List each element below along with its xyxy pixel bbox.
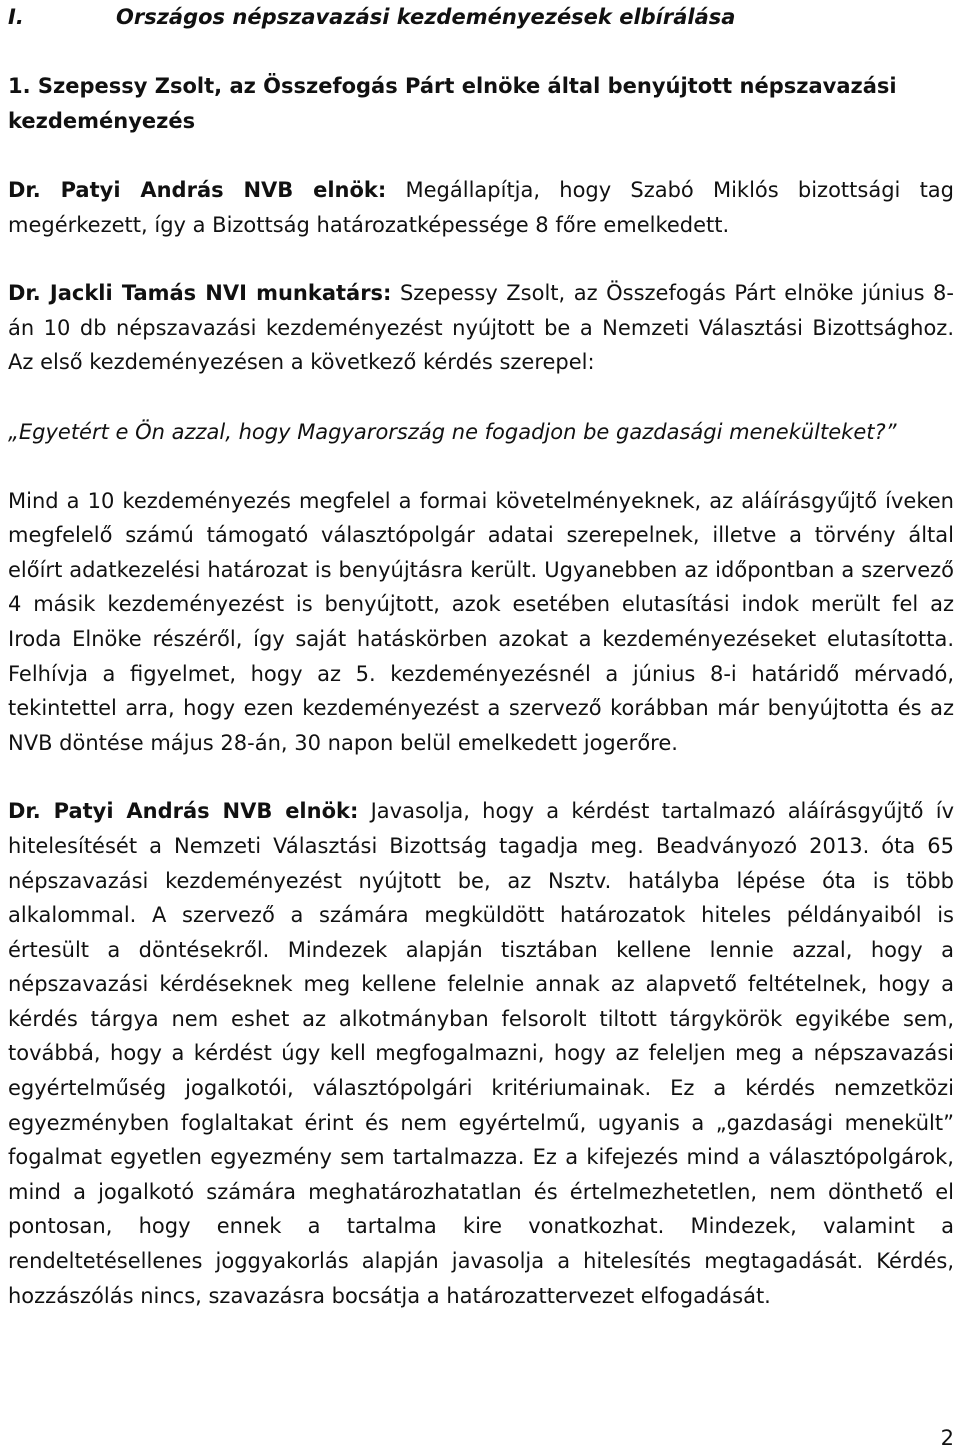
paragraph-text: Javasolja, hogy a kérdést tartalmazó aláírásgyűjtő ív hitelesítését a Nemzeti Választási Bizottság tagadja meg. Beadványozó 2013. óta 65 népszavazási kezdeményezést nyújtott be, az Nsztv. hatályba lépése óta is több alkalommal. A szervező a számára megküldött határozatok hiteles példányaiból is értesült a döntésekről. Mindezek alapján tisztában kellene lennie azzal, hogy a népszavazási kérdéseknek meg kellene felelnie annak az alapvető feltételnek, hogy a kérdés tárgya nem eshet az alkotmányban felsorolt tiltott tárgykörök egyikébe sem, továbbá, hogy a kérdést úgy kell megfogalmazni, hogy az feleljen meg a népszavazási egyértelműség jogalkotói, választópolgári kritériumainak. Ez a kérdés nemzetközi egyezményben foglaltakat érint és nem egyértelmű, ugyanis a „gazdasági menekült” fogalmat egyetlen egyezmény sem tartalmazza. Ez a kifejezés mind a választópolgárok, mind a jogalkotó számára meghatározhatatlan és értelmezhetetlen, nem dönthető el pontosan, hogy ennek a tartalma kire vonatkozhat. Mindezek, valamint a rendeltetésellenes joggyakorlás alapján javasolja a hitelesítés megtagadását. Kérdés, hozzászólás nincs, szavazásra bocsátja a határozattervezet elfogadását.: [8, 799, 955, 1308]
paragraph-text: Megállapítja, hogy Szabó Miklós bizottsági tag megérkezett, így a Bizottság határozatképessége 8 főre emelkedett.: [8, 178, 955, 237]
paragraph-text: Szepessy Zsolt, az Összefogás Párt elnöke június 8-án 10 db népszavazási kezdeményezést nyújtott be a Nemzeti Választási Bizottsághoz. Az első kezdeményezésen a következő kérdés szerepel:: [8, 281, 954, 375]
paragraph-chair-proposal: [8, 794, 954, 1313]
paragraph-requirements: Mind a 10 kezdeményezés megfelel a formai követelményeknek, az aláírásgyűjtő íveken megfelelő számú támogató választópolgár adatai szerepelnek, illetve a törvény által előírt adatkezelési határozat is benyújtásra került. Ugyanebben az időpontban a szervező 4 másik kezdeményezést is benyújtott, azok esetében elutasítási indok merült fel az Iroda Elnöke részéről, így saját hatáskörben azokat a kezdeményezéseket elutasította. Felhívja a figyelmet, hogy az 5. kezdeményezésnél a június 8-i határidő mérvadó, tekintettel arra, hogy ezen kezdeményezést a szervező korábban már benyújtotta és az NVB döntése május 28-án, 30 napon belül emelkedett jogerőre.: [8, 488, 954, 755]
referendum-question: „Egyetért e Ön azzal, hogy Magyarország ne fogadjon be gazdasági menekülteket?”: [8, 419, 897, 444]
item-heading: 1. Szepessy Zsolt, az Összefogás Párt elnöke által benyújtott népszavazási kezdeményezés: [8, 74, 897, 133]
section-title: Országos népszavazási kezdeményezések elbírálása: [116, 5, 736, 29]
section-heading: [8, 0, 954, 32]
section-number: I.: [8, 5, 24, 29]
speaker-name: Dr. Patyi András NVB elnök:: [8, 178, 387, 202]
speaker-name: Dr. Patyi András NVB elnök:: [8, 799, 359, 824]
document-page: [8, 0, 954, 1313]
paragraph-chair-quorum: [8, 173, 954, 242]
page-number: 2: [940, 1426, 954, 1450]
speaker-name: Dr. Jackli Tamás NVI munkatárs:: [8, 281, 392, 306]
paragraph-staff-report: [8, 276, 954, 380]
